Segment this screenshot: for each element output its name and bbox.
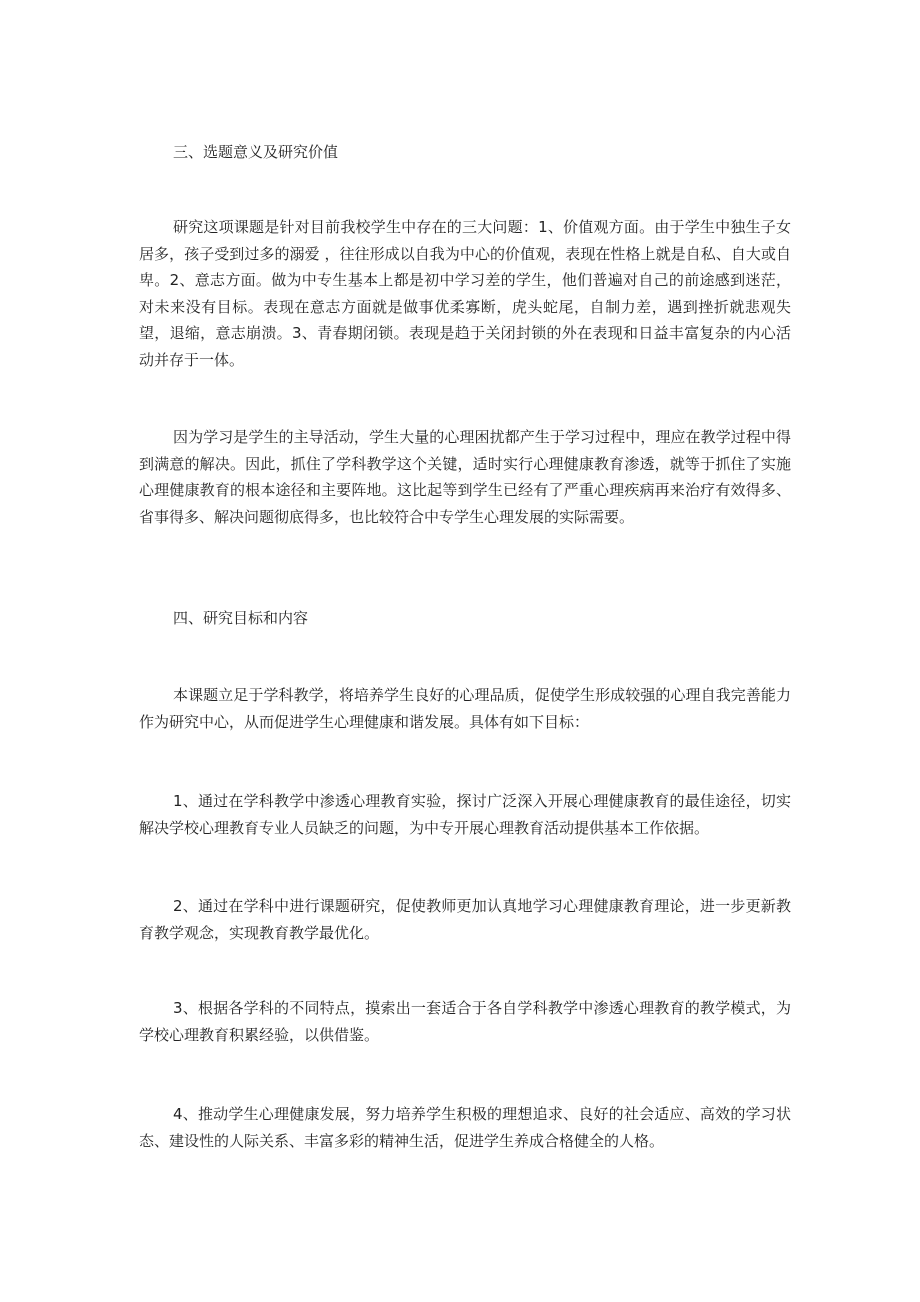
goal-item-4: 4、推动学生心理健康发展，努力培养学生积极的理想追求、良好的社会适应、高效的学习状态、建设性的人际关系、丰富多彩的精神生活，促进学生养成合格健全的人格。 xyxy=(139,1105,791,1150)
section-3-heading: 三、选题意义及研究价值 xyxy=(173,143,339,161)
section-3-paragraph-1: 研究这项课题是针对目前我校学生中存在的三大问题：1、价值观方面。由于学生中独生子女居多，孩子受到过多的溺爱 ，往往形成以自我为中心的价值观，表现在性格上就是自私、自大或自卑。2、意志方面。做为中专生基本上都是初中学习差的学生，他们普遍对自己的前途感到迷茫，对未来没有目标。表现在意志方面就是做事优柔寡断，虎头蛇尾，自制力差，遇到挫折就悲观失望，退缩，意志崩溃。3、青春期闭锁。表现是趋于关闭封锁的外在表现和日益丰富复杂的内心活动并存于一体。 xyxy=(139,218,791,369)
section-4-heading: 四、研究目标和内容 xyxy=(173,609,309,627)
goal-item-3: 3、根据各学科的不同特点，摸索出一套适合于各自学科教学中渗透心理教育的教学模式，为学校心理教育积累经验，以供借鉴。 xyxy=(139,999,791,1044)
section-4-intro: 本课题立足于学科教学，将培养学生良好的心理品质，促使学生形成较强的心理自我完善能力作为研究中心，从而促进学生心理健康和谐发展。具体有如下目标： xyxy=(139,686,791,731)
goal-item-1: 1、通过在学科教学中渗透心理教育实验，探讨广泛深入开展心理健康教育的最佳途径，切实解决学校心理教育专业人员缺乏的问题，为中专开展心理教育活动提供基本工作依据。 xyxy=(139,792,791,837)
section-3-paragraph-2: 因为学习是学生的主导活动，学生大量的心理困扰都产生于学习过程中，理应在教学过程中得到满意的解决。因此，抓住了学科教学这个关键，适时实行心理健康教育渗透，就等于抓住了实施心理健康教育的根本途径和主要阵地。这比起等到学生已经有了严重心理疾病再来治疗有效得多、省事得多、解决问题彻底得多，也比较符合中专学生心理发展的实际需要。 xyxy=(139,428,791,526)
goal-item-2: 2、通过在学科中进行课题研究，促使教师更加认真地学习心理健康教育理论，进一步更新教育教学观念，实现教育教学最优化。 xyxy=(139,897,791,942)
